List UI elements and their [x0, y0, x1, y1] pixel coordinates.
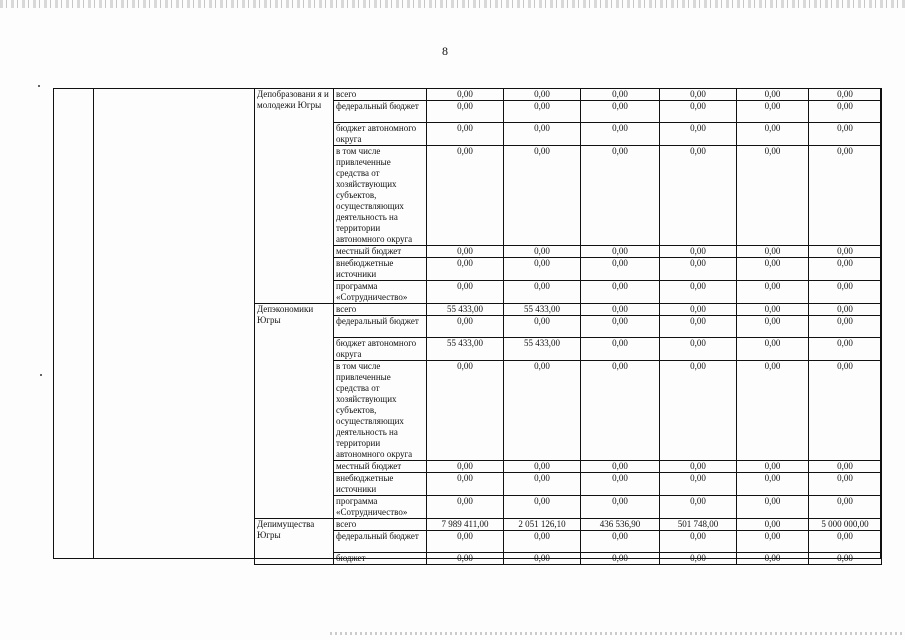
amount-cell: 0,00: [581, 553, 660, 565]
amount-cell: 0,00: [504, 89, 581, 101]
department-name: Депобразовани я и молодежи Югры: [255, 89, 334, 304]
amount-cell: 0,00: [660, 361, 737, 461]
amount-cell: 0,00: [809, 258, 882, 281]
amount-cell: 0,00: [581, 473, 660, 496]
funding-source-label: бюджет автономного округа: [334, 123, 427, 146]
amount-cell: 0,00: [809, 531, 882, 553]
funding-source-label: всего: [334, 89, 427, 101]
amount-cell: 0,00: [737, 473, 809, 496]
amount-cell: 0,00: [581, 461, 660, 473]
amount-cell: 0,00: [737, 123, 809, 146]
amount-cell: 0,00: [660, 473, 737, 496]
amount-cell: 0,00: [504, 258, 581, 281]
funding-source-label: федеральный бюджет: [334, 531, 427, 553]
amount-cell: 0,00: [427, 461, 504, 473]
amount-cell: 0,00: [737, 338, 809, 361]
amount-cell: 0,00: [737, 89, 809, 101]
amount-cell: 0,00: [504, 246, 581, 258]
amount-cell: 0,00: [737, 304, 809, 316]
amount-cell: 0,00: [809, 146, 882, 246]
amount-cell: 0,00: [660, 316, 737, 338]
amount-cell: 0,00: [581, 101, 660, 123]
amount-cell: 0,00: [737, 101, 809, 123]
amount-cell: 0,00: [504, 101, 581, 123]
table-row: [255, 473, 882, 496]
amount-cell: 0,00: [581, 258, 660, 281]
amount-cell: 0,00: [427, 496, 504, 519]
amount-cell: 0,00: [737, 258, 809, 281]
amount-cell: 0,00: [809, 361, 882, 461]
department-name: Депимущества Югры: [255, 519, 334, 565]
amount-cell: 5 000 000,00: [809, 519, 882, 531]
amount-cell: 0,00: [504, 361, 581, 461]
amount-cell: 0,00: [581, 338, 660, 361]
amount-cell: 0,00: [660, 531, 737, 553]
funding-source-label: всего: [334, 519, 427, 531]
amount-cell: 0,00: [581, 304, 660, 316]
amount-cell: 0,00: [504, 461, 581, 473]
budget-table: [254, 88, 882, 565]
amount-cell: 0,00: [737, 553, 809, 565]
amount-cell: 0,00: [504, 496, 581, 519]
amount-cell: 0,00: [660, 461, 737, 473]
amount-cell: 0,00: [427, 101, 504, 123]
amount-cell: 0,00: [660, 258, 737, 281]
amount-cell: 0,00: [581, 123, 660, 146]
amount-cell: 2 051 126,10: [504, 519, 581, 531]
amount-cell: 0,00: [427, 258, 504, 281]
amount-cell: 0,00: [737, 361, 809, 461]
funding-source-label: местный бюджет: [334, 461, 427, 473]
funding-source-label: бюджет: [334, 553, 427, 565]
amount-cell: 0,00: [809, 316, 882, 338]
amount-cell: 0,00: [427, 123, 504, 146]
amount-cell: 0,00: [809, 246, 882, 258]
table-row: [255, 101, 882, 123]
amount-cell: 0,00: [809, 496, 882, 519]
amount-cell: 0,00: [737, 316, 809, 338]
amount-cell: 55 433,00: [504, 304, 581, 316]
amount-cell: 0,00: [581, 316, 660, 338]
table-row: [255, 258, 882, 281]
table-row: [255, 146, 882, 246]
funding-source-label: программа «Сотрудничество»: [334, 281, 427, 304]
amount-cell: 0,00: [427, 473, 504, 496]
amount-cell: 0,00: [427, 246, 504, 258]
table-row: [255, 246, 882, 258]
amount-cell: 0,00: [660, 101, 737, 123]
amount-cell: 0,00: [427, 281, 504, 304]
amount-cell: 0,00: [581, 146, 660, 246]
table-row: [255, 316, 882, 338]
funding-source-label: в том числе привлеченные средства от хозяйствующих субъектов, осуществляющих деятельность на территории автономного округа: [334, 361, 427, 461]
amount-cell: 0,00: [737, 246, 809, 258]
amount-cell: 0,00: [660, 246, 737, 258]
amount-cell: 55 433,00: [504, 338, 581, 361]
amount-cell: 0,00: [737, 461, 809, 473]
amount-cell: 0,00: [504, 553, 581, 565]
amount-cell: 0,00: [660, 123, 737, 146]
amount-cell: 0,00: [809, 281, 882, 304]
page-number: 8: [442, 44, 448, 58]
scan-dot: [38, 85, 40, 87]
funding-source-label: всего: [334, 304, 427, 316]
amount-cell: 0,00: [427, 146, 504, 246]
amount-cell: 0,00: [809, 461, 882, 473]
funding-source-label: местный бюджет: [334, 246, 427, 258]
amount-cell: 0,00: [427, 553, 504, 565]
amount-cell: 0,00: [427, 361, 504, 461]
amount-cell: 0,00: [660, 553, 737, 565]
funding-source-label: внебюджетные источники: [334, 258, 427, 281]
amount-cell: 0,00: [660, 146, 737, 246]
table-row: [255, 123, 882, 146]
amount-cell: 0,00: [581, 496, 660, 519]
column-divider: [93, 89, 94, 558]
amount-cell: 0,00: [809, 101, 882, 123]
amount-cell: 0,00: [737, 531, 809, 553]
amount-cell: 0,00: [660, 89, 737, 101]
funding-source-label: программа «Сотрудничество»: [334, 496, 427, 519]
amount-cell: 0,00: [737, 519, 809, 531]
table-row: [255, 361, 882, 461]
table-row: [255, 304, 882, 316]
funding-source-label: федеральный бюджет: [334, 316, 427, 338]
department-name: Депэкономики Югры: [255, 304, 334, 519]
amount-cell: 436 536,90: [581, 519, 660, 531]
amount-cell: 0,00: [504, 123, 581, 146]
amount-cell: 7 989 411,00: [427, 519, 504, 531]
amount-cell: 0,00: [581, 361, 660, 461]
amount-cell: 0,00: [427, 89, 504, 101]
amount-cell: 0,00: [660, 338, 737, 361]
amount-cell: 0,00: [504, 146, 581, 246]
amount-cell: 0,00: [737, 146, 809, 246]
amount-cell: 0,00: [809, 553, 882, 565]
funding-source-label: в том числе привлеченные средства от хозяйствующих субъектов, осуществляющих деятельность на территории автономного округа: [334, 146, 427, 246]
amount-cell: 0,00: [427, 531, 504, 553]
table-row: [255, 281, 882, 304]
amount-cell: 0,00: [737, 496, 809, 519]
amount-cell: 0,00: [809, 338, 882, 361]
table-row: [255, 519, 882, 531]
amount-cell: 0,00: [809, 89, 882, 101]
amount-cell: 0,00: [660, 304, 737, 316]
amount-cell: 0,00: [427, 316, 504, 338]
funding-source-label: внебюджетные источники: [334, 473, 427, 496]
table-row: [255, 531, 882, 553]
scan-dot: [40, 374, 42, 376]
scan-artifact-bottom: [330, 632, 905, 635]
table-row: [255, 338, 882, 361]
table-row: [255, 461, 882, 473]
amount-cell: 0,00: [660, 281, 737, 304]
scan-artifact-top: [0, 0, 905, 8]
amount-cell: 55 433,00: [427, 304, 504, 316]
amount-cell: 0,00: [737, 281, 809, 304]
amount-cell: 0,00: [660, 496, 737, 519]
amount-cell: 0,00: [504, 316, 581, 338]
amount-cell: 55 433,00: [427, 338, 504, 361]
amount-cell: 0,00: [581, 281, 660, 304]
amount-cell: 0,00: [581, 89, 660, 101]
amount-cell: 0,00: [504, 281, 581, 304]
funding-source-label: федеральный бюджет: [334, 101, 427, 123]
amount-cell: 0,00: [504, 473, 581, 496]
table-row: [255, 89, 882, 101]
amount-cell: 501 748,00: [660, 519, 737, 531]
amount-cell: 0,00: [809, 473, 882, 496]
table-row: [255, 553, 882, 565]
table-row: [255, 496, 882, 519]
amount-cell: 0,00: [809, 304, 882, 316]
amount-cell: 0,00: [504, 531, 581, 553]
amount-cell: 0,00: [809, 123, 882, 146]
funding-source-label: бюджет автономного округа: [334, 338, 427, 361]
amount-cell: 0,00: [581, 246, 660, 258]
amount-cell: 0,00: [581, 531, 660, 553]
